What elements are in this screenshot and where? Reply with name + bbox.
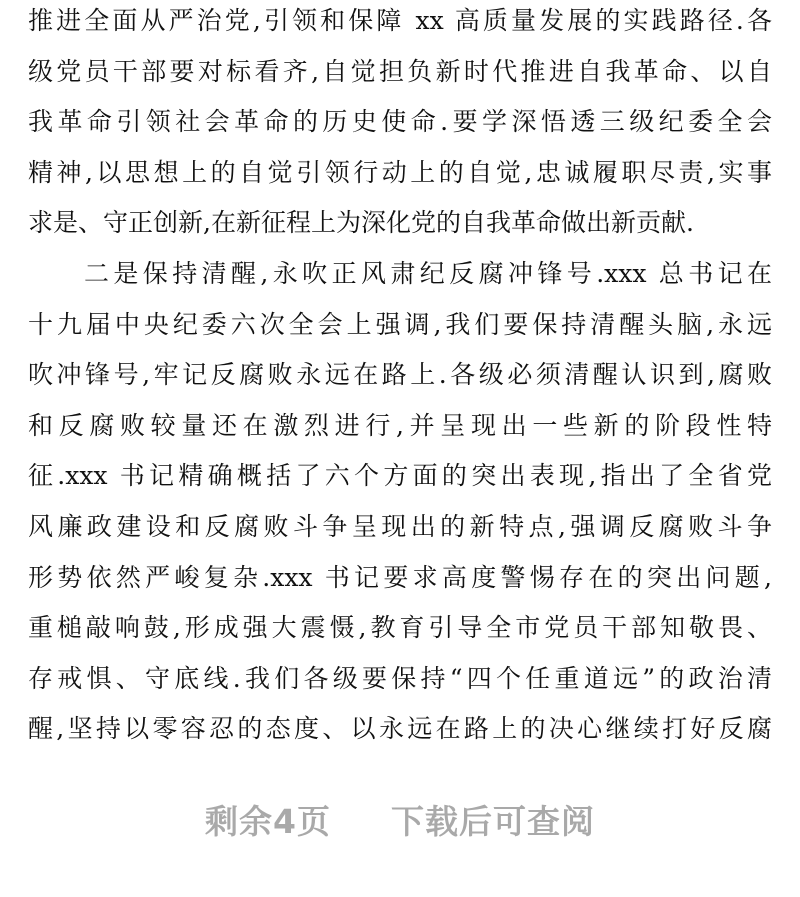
document-body xyxy=(28,0,772,755)
text-line: 级党员干部要对标看齐,自觉担负新时代推进自我革命、以自 xyxy=(28,56,772,86)
download-banner[interactable] xyxy=(0,794,800,844)
text-line: 吹冲锋号,牢记反腐败永远在路上.各级必须清醒认识到,腐败 xyxy=(28,360,772,390)
remaining-pages-label: 剩余4页 xyxy=(205,801,331,841)
text-line: 求是、守正创新,在新征程上为深化党的自我革命做出新贡献. xyxy=(28,208,694,238)
text-line: 重槌敲响鼓,形成强大震慑,教育引导全市党员干部知敬畏、 xyxy=(28,613,772,643)
text-line: 推进全面从严治党,引领和保障 xx 高质量发展的实践路径.各 xyxy=(28,6,772,35)
text-line: 形势依然严峻复杂.xxx 书记要求高度警惕存在的突出问题, xyxy=(28,562,772,592)
download-hint-label[interactable]: 下载后可查阅 xyxy=(390,801,595,841)
text-line: 风廉政建设和反腐败斗争呈现出的新特点,强调反腐败斗争 xyxy=(28,511,772,541)
text-line: 我革命引领社会革命的历史使命.要学深悟透三级纪委全会 xyxy=(28,107,772,137)
text-line: 存戒惧、守底线.我们各级要保持“四个任重道远”的政治清 xyxy=(28,663,772,693)
text-line: 精神,以思想上的自觉引领行动上的自觉,忠诚履职尽责,实事 xyxy=(28,157,772,187)
text-line: 和反腐败较量还在激烈进行,并呈现出一些新的阶段性特 xyxy=(28,410,772,440)
text-line: 征.xxx 书记精确概括了六个方面的突出表现,指出了全省党 xyxy=(28,461,772,491)
paragraph-start-line: 二是保持清醒,永吹正风肃纪反腐冲锋号.xxx 总书记在 xyxy=(84,258,772,288)
text-line: 醒,坚持以零容忍的态度、以永远在路上的决心继续打好反腐 xyxy=(28,714,772,744)
text-line: 十九届中央纪委六次全会上强调,我们要保持清醒头脑,永远 xyxy=(28,309,772,339)
